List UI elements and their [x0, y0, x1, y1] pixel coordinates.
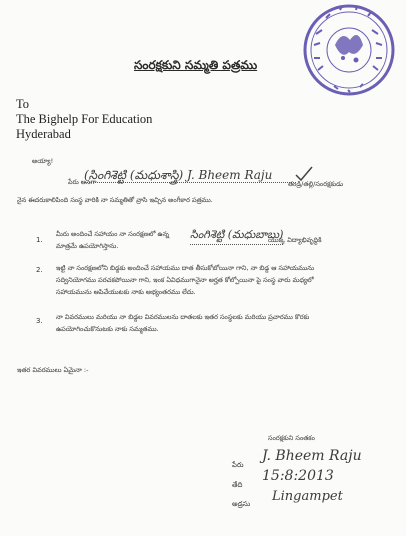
signature-date-label: తేది [232, 481, 243, 489]
consent-prefix: పేరు అనగా [68, 178, 97, 186]
guardian-name-handwritten: (సింగిశెట్టి (మధుశాస్త్రి) J. Bheem Raju [84, 168, 296, 183]
paragraph-1-line-2: మాత్రమే ఉపయోగిస్తాను. [56, 242, 119, 250]
paragraph-3-line-2: ఉపయోగించుకొనుటకు నాకు సమ్మతము. [56, 325, 159, 333]
paragraph-1-line-1: మీరు అందించే సహాయం నా సంరక్షణలో ఉన్న [56, 230, 170, 238]
salutation: అయ్యా! [32, 157, 54, 165]
consent-second-line: నైన ఈదరుకాలిపింది సంస్థ వారికి నా సమ్మతితో వ్రాసి ఇచ్చిన అంగీకార పత్రము. [17, 196, 213, 204]
paragraph-1-tail: యొక్క విద్యాభివృద్ధికి [268, 236, 322, 244]
other-details-label: ఇతర వివరములు ఏమైనా :- [17, 366, 89, 374]
child-name-handwritten: సింగిశెట్టి (మధుబాబు) [190, 228, 283, 245]
address-to: To [16, 97, 30, 111]
paragraph-3-number: 3. [36, 317, 43, 325]
paragraph-1-number: 1. [36, 236, 43, 244]
signature-name-value: J. Bheem Raju [262, 448, 362, 464]
paragraph-3-line-1: నా వివరములు మరియు నా బిడ్డల వివరములను దాతలకు ఇతర సంస్థలకు మరియు ప్రచారము కొరకు [56, 313, 310, 321]
signature-date-value: 15:8:2013 [262, 468, 334, 484]
signature-heading: సంరక్షకుని సంతకం [268, 434, 315, 442]
signature-name-label: పేరు [232, 461, 244, 469]
document-title: సంరక్షకుని సమ్మతి పత్రము [134, 58, 258, 72]
address-organization: The Bighelp For Education [16, 112, 153, 126]
address-city: Hyderabad [16, 127, 71, 141]
paragraph-1 [56, 228, 169, 252]
paragraph-2-line-3: సహాయమును ఆపివేయుటకు నాకు అభ్యంతరము లేదు. [56, 288, 196, 296]
paragraph-2-line-2: సద్వినియోగము పరచకపోయినా గాని, ఇంక ఏవిధముగానైనా అర్హత కోల్పోయినా పై సంస్థ వారు మధ్యలో [56, 276, 314, 284]
signature-address-label: అడ్రసు [232, 500, 251, 508]
consent-suffix: తండ్రి/తల్లి/సంరక్షకుడు [288, 180, 344, 188]
paragraph-2-line-1: ఇట్టి నా సంరక్షణలోని బిడ్డకు అందించే సహాయము దాత తీసుకోబోయినా గాని, నా బిడ్డ ఆ సహాయమును [56, 264, 315, 272]
paragraph-3 [56, 311, 376, 335]
signature-address-value: Lingampet [272, 489, 343, 504]
organization-stamp [300, 0, 398, 102]
paragraph-2 [56, 262, 386, 298]
paragraph-2-number: 2. [36, 266, 43, 274]
